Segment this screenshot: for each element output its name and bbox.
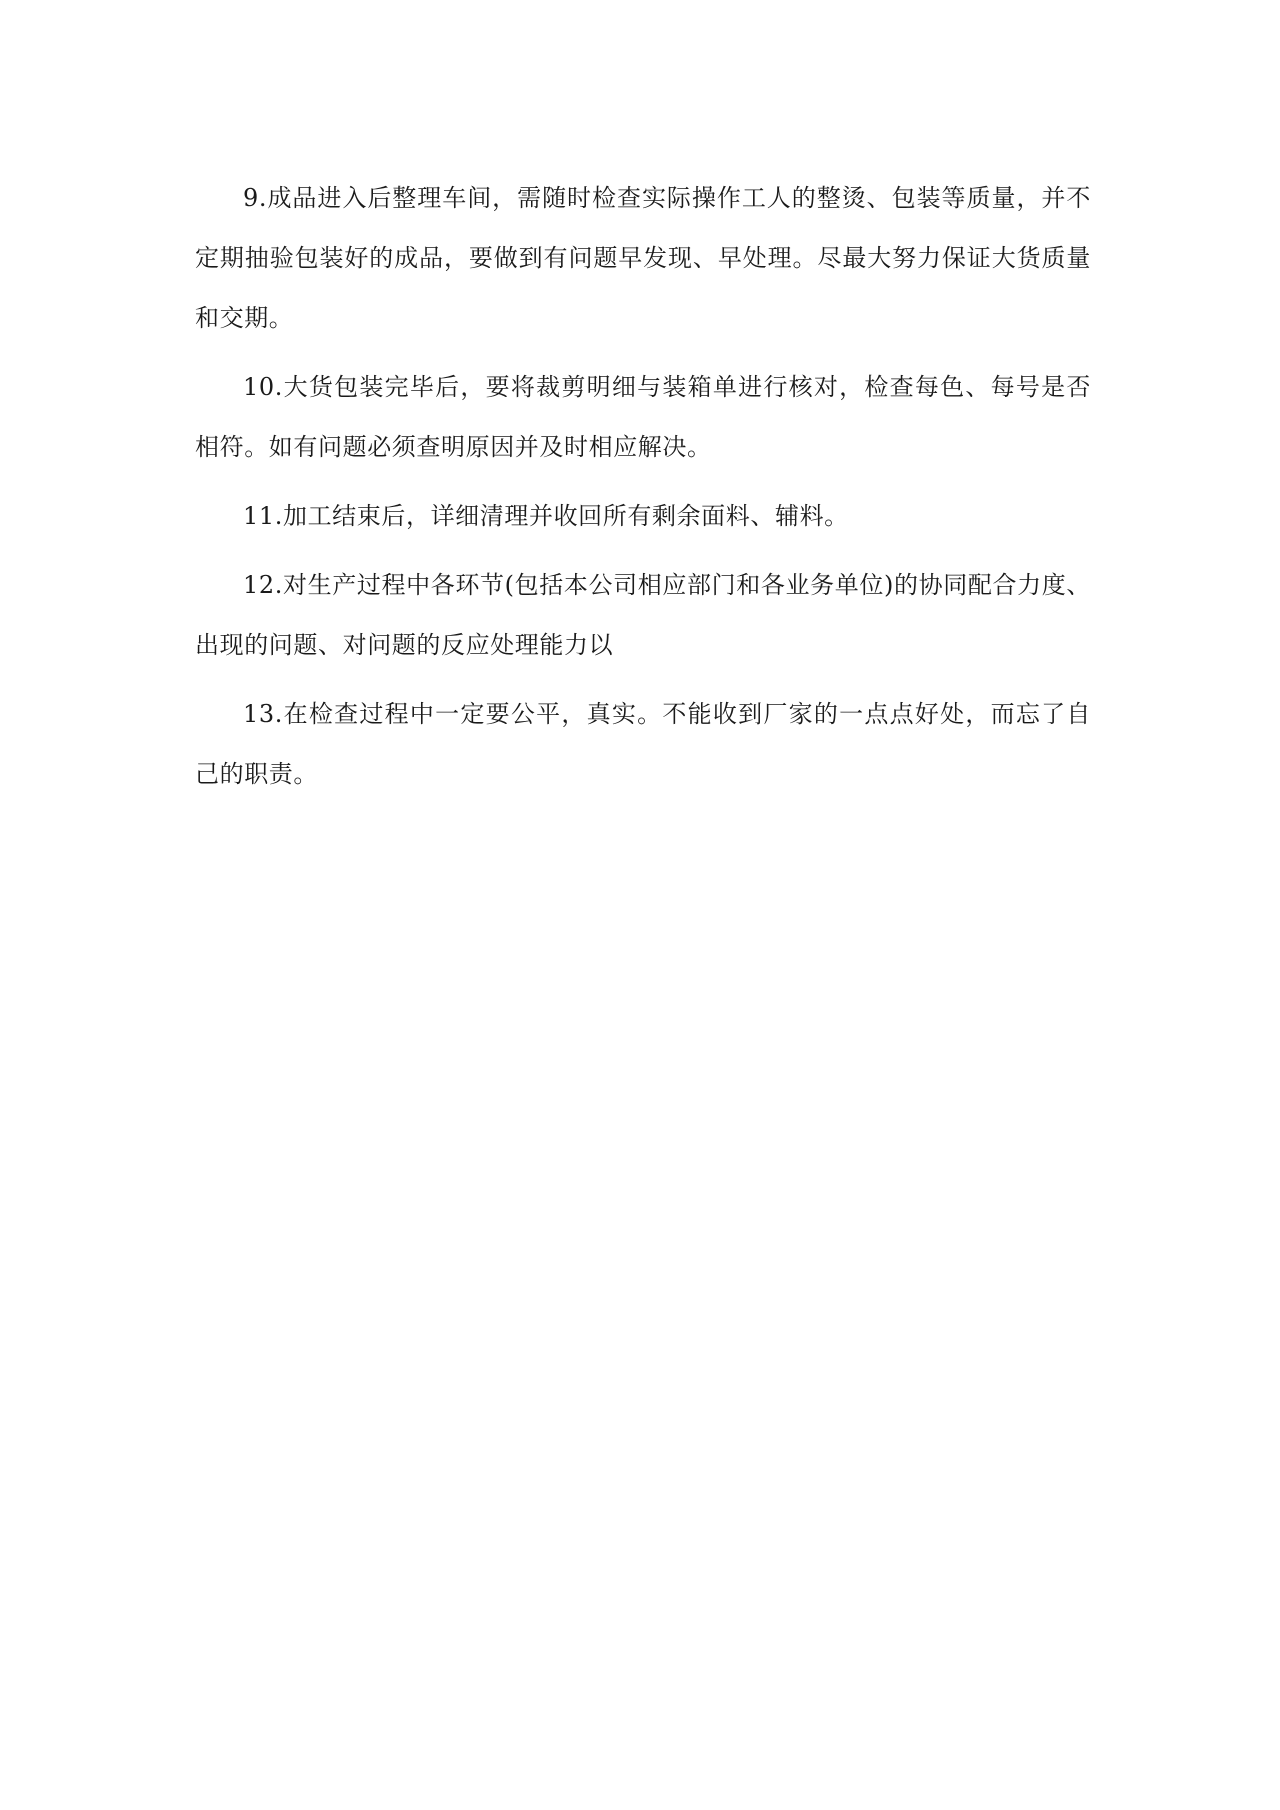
- paragraph-item-13: 13.在检查过程中一定要公平，真实。不能收到厂家的一点点好处，而忘了自己的职责。: [195, 700, 1091, 788]
- paragraph-item-9: 9.成品进入后整理车间，需随时检查实际操作工人的整烫、包装等质量，并不定期抽验包装好的成品，要做到有问题早发现、早处理。尽最大努力保证大货质量和交期。: [195, 184, 1091, 332]
- paragraph-item-12: 12.对生产过程中各环节(包括本公司相应部门和各业务单位)的协同配合力度、出现的问题、对问题的反应处理能力以: [195, 571, 1091, 659]
- paragraph-item-10: 10.大货包装完毕后，要将裁剪明细与装箱单进行核对，检查每色、每号是否相符。如有问题必须查明原因并及时相应解决。: [195, 373, 1091, 461]
- paragraph-item-11: 11.加工结束后，详细清理并收回所有剩余面料、辅料。: [243, 502, 849, 530]
- document-body: [195, 168, 1091, 813]
